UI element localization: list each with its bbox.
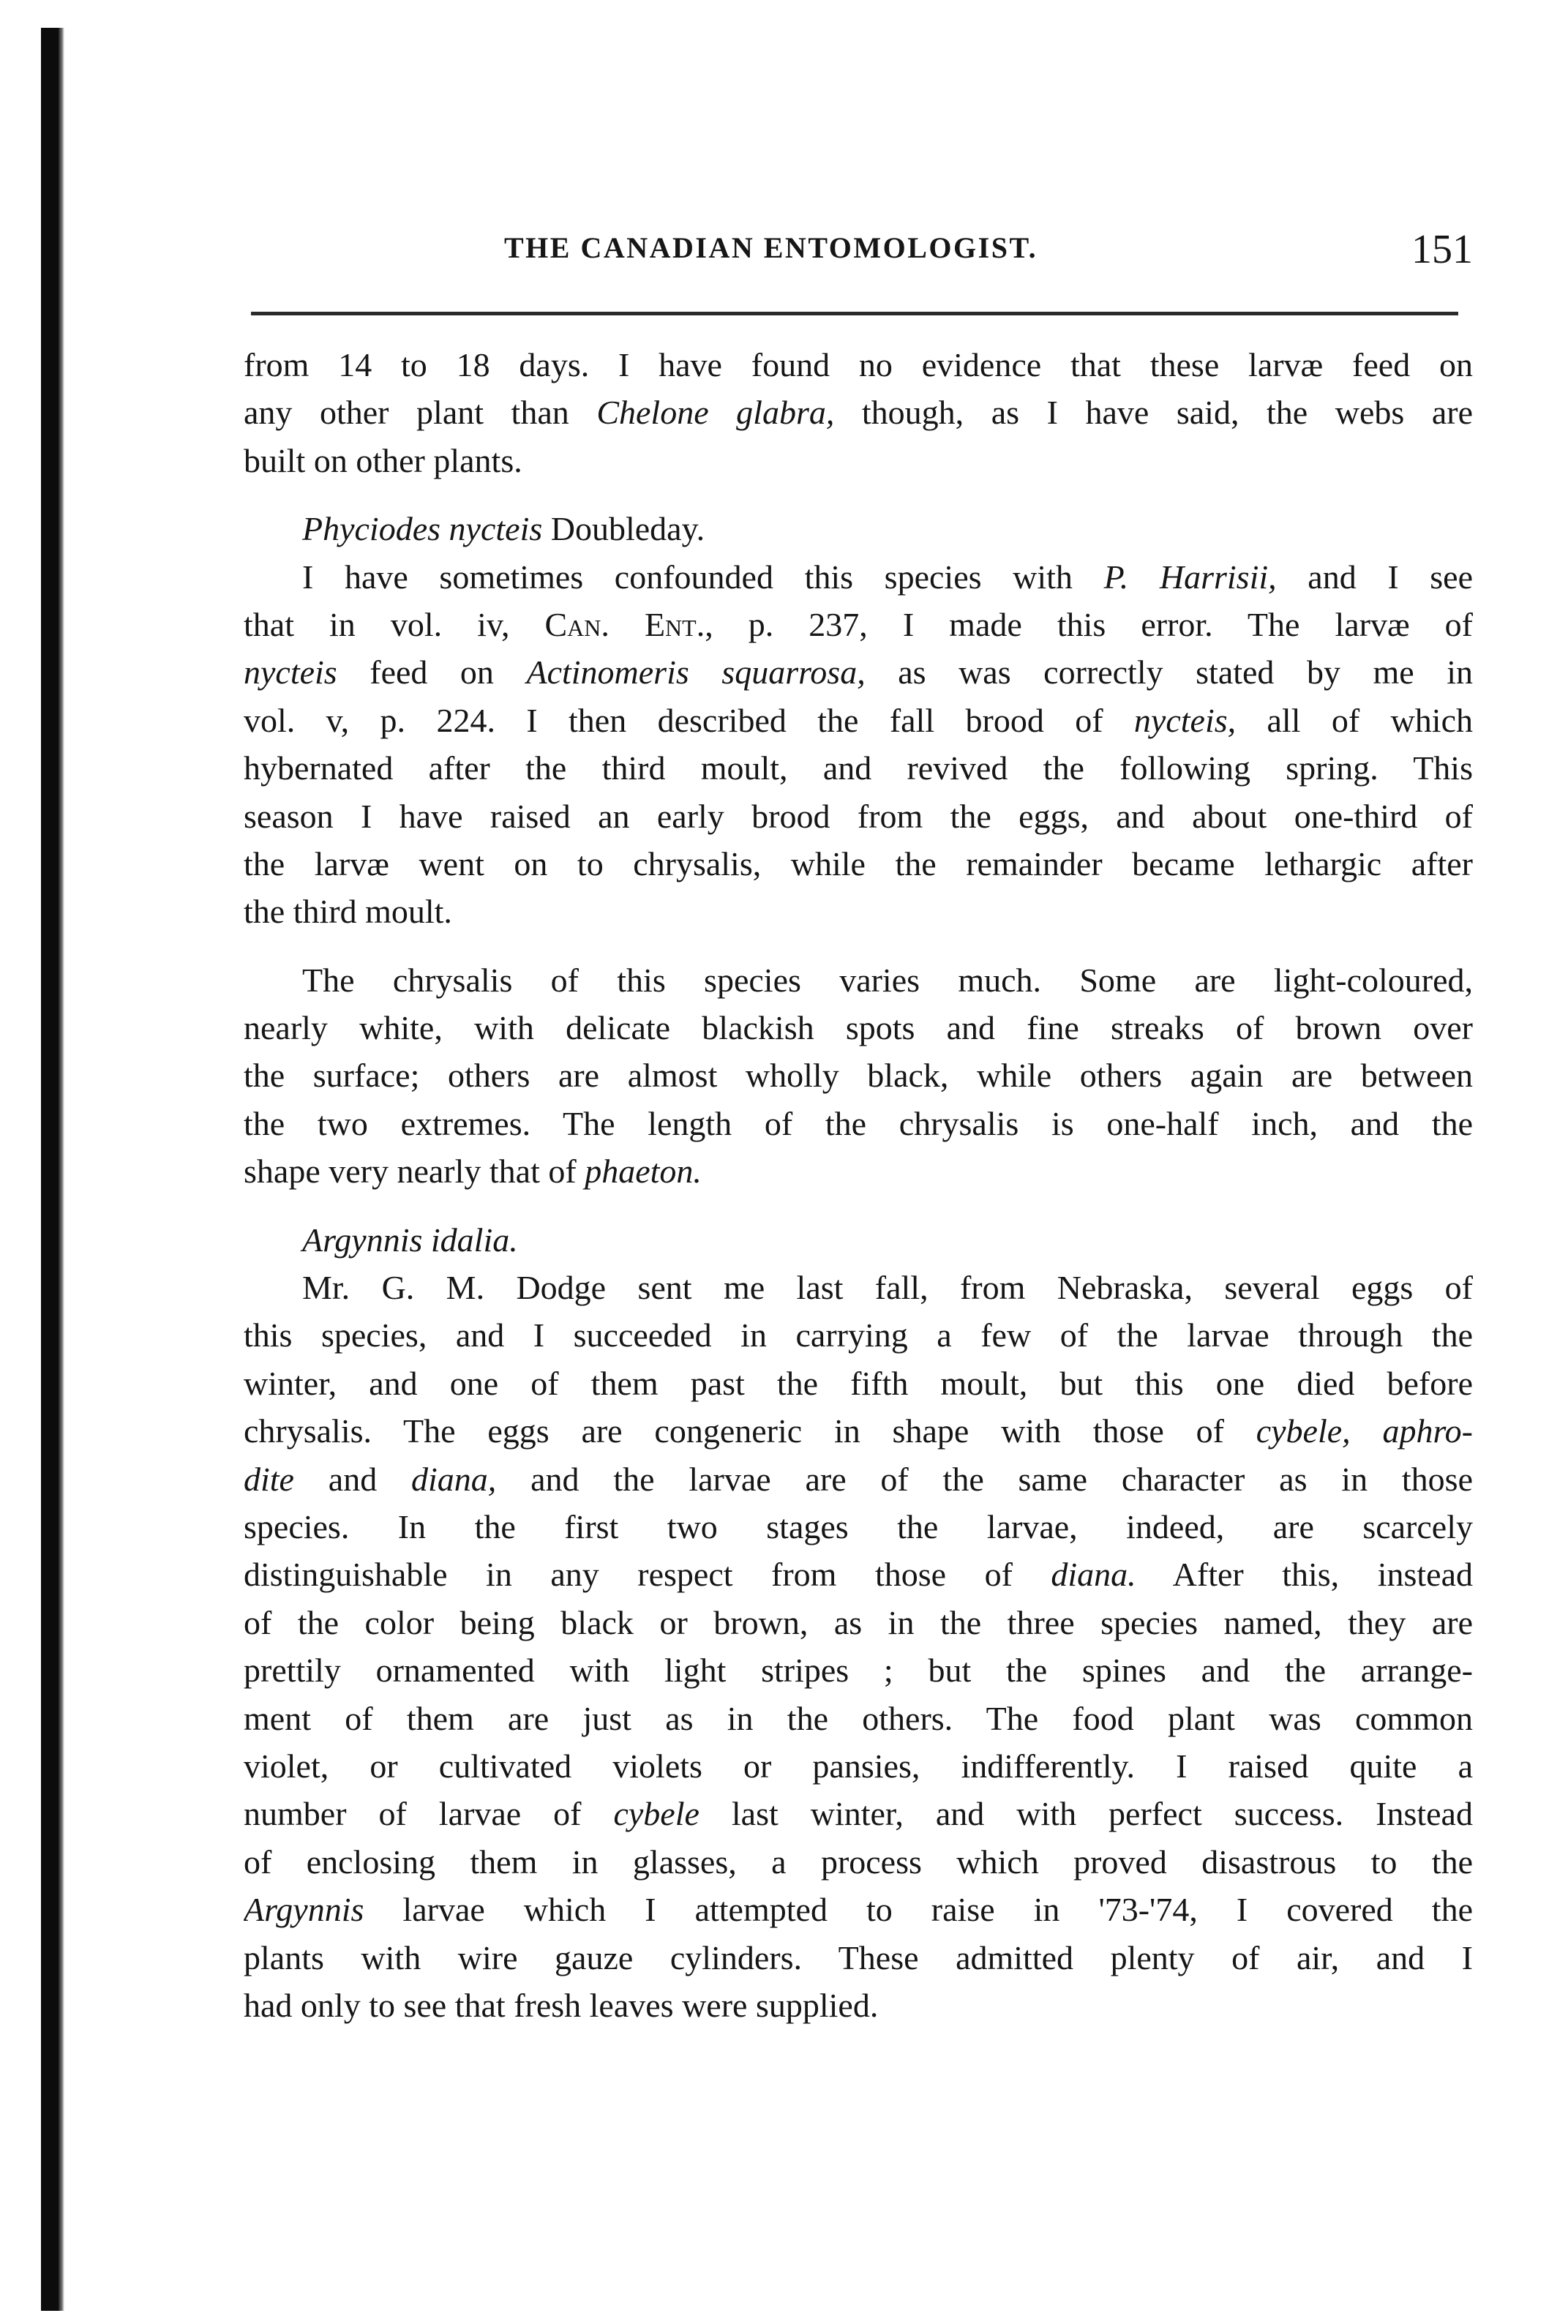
text-line: season I have raised an early brood from the eggs, and about one-third of — [244, 797, 1473, 835]
text-line: vol. v, p. 224. I then described the fall brood of nycteis, all of which — [244, 701, 1473, 739]
page-header — [244, 227, 1473, 274]
text-line: had only to see that fresh leaves were supplied. — [244, 1986, 879, 2024]
paragraph-argynnis — [244, 1264, 1473, 2029]
text-line: nycteis feed on Actinomeris squarrosa, as was correctly stated by me in — [244, 653, 1473, 691]
text-line: the two extremes. The length of the chrysalis is one-half inch, and the — [244, 1104, 1473, 1142]
text-line: built on other plants. — [244, 441, 522, 479]
text-line: the surface; others are almost wholly black, while others again are between — [244, 1057, 1473, 1095]
running-title: THE CANADIAN ENTOMOLOGIST. — [504, 231, 1038, 264]
text-line: species. In the first two stages the larvae, indeed, are scarcely — [244, 1507, 1473, 1545]
text-line: of enclosing them in glasses, a process which proved disastrous to the — [244, 1843, 1473, 1881]
paragraph-gap — [244, 936, 1473, 956]
paragraph-phyciodes — [244, 553, 1473, 936]
text-line: I have sometimes confounded this species with P. Harrisii, and I see — [302, 558, 1473, 596]
text-line: the larvæ went on to chrysalis, while the remainder became lethargic after — [244, 844, 1473, 882]
text-line: violet, or cultivated violets or pansies, indifferently. I raised quite a — [244, 1747, 1473, 1785]
page-body — [244, 341, 1473, 2029]
text-line: hybernated after the third moult, and revived the following spring. This — [244, 749, 1473, 787]
species-heading-phyciodes: Phyciodes nycteis Doubleday. — [302, 510, 705, 548]
text-line: distinguishable in any respect from those of diana. After this, instead — [244, 1556, 1473, 1594]
text-line: nearly white, with delicate blackish spots and fine streaks of brown over — [244, 1009, 1473, 1047]
text-line: plants with wire gauze cylinders. These admitted plenty of air, and I — [244, 1938, 1473, 1976]
text-line: of the color being black or brown, as in the three species named, they are — [244, 1603, 1473, 1641]
species-heading-argynnis: Argynnis idalia. — [302, 1221, 518, 1259]
text-line: Mr. G. M. Dodge sent me last fall, from Nebraska, several eggs of — [302, 1269, 1473, 1307]
book-spine-edge — [59, 28, 64, 2311]
text-line: ment of them are just as in the others. The food plant was common — [244, 1699, 1473, 1737]
text-line: the third moult. — [244, 893, 452, 931]
text-line: any other plant than Chelone glabra, though, as I have said, the webs are — [244, 394, 1473, 432]
paragraph-gap — [244, 484, 1473, 505]
text-line: The chrysalis of this species varies much. Some are light-coloured, — [302, 961, 1473, 999]
header-rule — [251, 312, 1458, 315]
text-line: number of larvae of cybele last winter, and with perfect success. Instead — [244, 1795, 1473, 1833]
text-line: dite and diana, and the larvae are of the same character as in those — [244, 1460, 1473, 1498]
text-line: Argynnis larvae which I attempted to raise in '73-'74, I covered the — [244, 1891, 1473, 1929]
text-line: that in vol. iv, Can. Ent., p. 237, I made this error. The larvæ of — [244, 605, 1473, 643]
text-line: shape very nearly that of phaeton. — [244, 1152, 702, 1191]
text-line: prettily ornamented with light stripes ; but the spines and the arrange- — [244, 1652, 1473, 1690]
paragraph-gap — [244, 1196, 1473, 1216]
text-line: from 14 to 18 days. I have found no evidence that these larvæ feed on — [244, 346, 1473, 383]
paragraph-continuation — [244, 341, 1473, 484]
page-number: 151 — [1411, 227, 1473, 272]
text-line: chrysalis. The eggs are congeneric in shape with those of cybele, aphro- — [244, 1412, 1473, 1450]
paragraph-chrysalis — [244, 956, 1473, 1196]
text-line: winter, and one of them past the fifth moult, but this one died before — [244, 1364, 1473, 1402]
text-line: this species, and I succeeded in carrying a few of the larvae through the — [244, 1316, 1473, 1354]
